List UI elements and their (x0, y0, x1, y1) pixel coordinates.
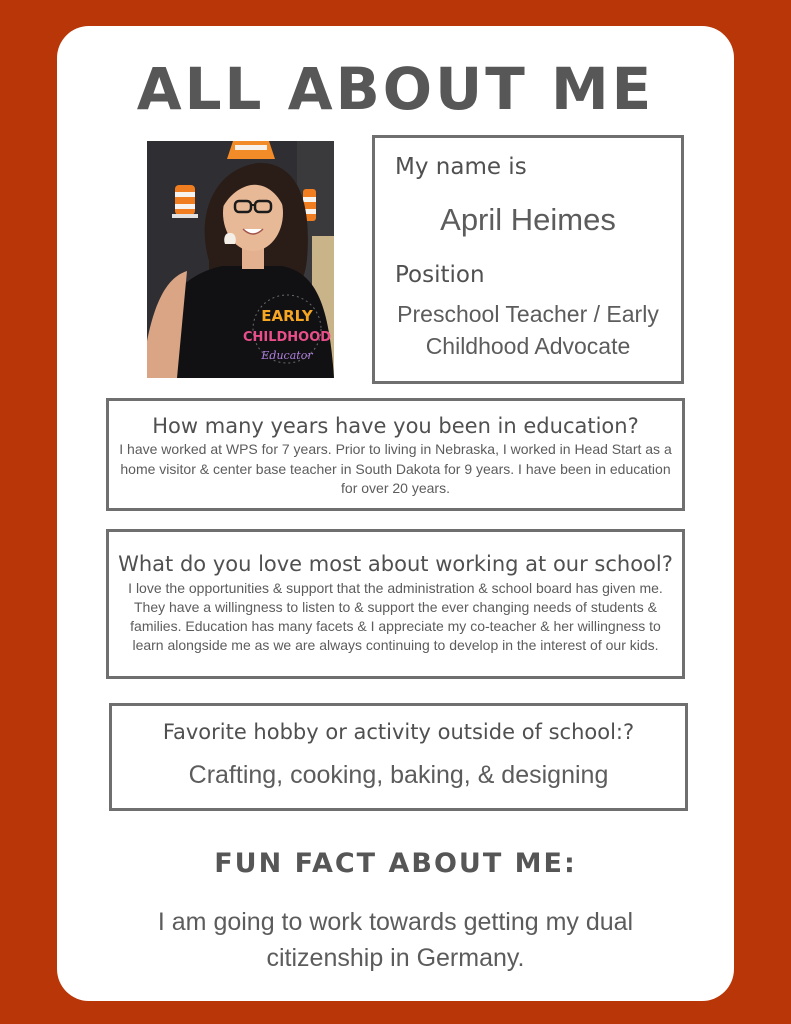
shirt-text-early: EARLY (261, 307, 313, 325)
profile-photo (147, 141, 334, 378)
hobby-box (109, 703, 688, 811)
hobby-answer: Crafting, cooking, baking, & designing (188, 761, 609, 789)
page-title: ALL ABOUT ME (136, 55, 655, 123)
name-position-box (372, 135, 684, 384)
traffic-cone-icon (227, 141, 275, 159)
traffic-barrel-icon (172, 185, 198, 218)
shirt-text-educator: Educator (261, 349, 313, 362)
question-box-love (106, 529, 685, 679)
profile-photo-illustration (147, 141, 334, 378)
question-answer: I have worked at WPS for 7 years. Prior to living in Nebraska, I worked in Head Start as a home visitor & center base teacher in South Dakota for 9 years. I have been in education for over 20 years. (119, 441, 672, 496)
shirt-text-childhood: CHILDHOOD (242, 330, 332, 345)
question-answer: I love the opportunities & support that the administration & school board has given me. They have a willingness to listen to & support the ever changing needs of students & families. Education has many facets & I appreciate my co-teacher & her willingness to learn alongside me as we are always continuing to develop in the interest of our kids. (128, 580, 663, 653)
earring-icon (224, 233, 236, 244)
question-title: How many years have you been in education? (152, 414, 639, 438)
profile-card (57, 26, 734, 1001)
position-label: Position (395, 262, 485, 288)
fun-fact-text: I am going to work towards getting my dual citizenship in Germany. (157, 908, 634, 972)
hobby-question: Favorite hobby or activity outside of school:? (162, 720, 635, 744)
name-label: My name is (395, 154, 527, 180)
question-title: What do you love most about working at our school? (118, 552, 673, 576)
position-value: Preschool Teacher / Early Childhood Advocate (397, 301, 659, 359)
question-box-years (106, 398, 685, 511)
fun-fact-title: FUN FACT ABOUT ME: (214, 848, 577, 879)
name-value: April Heimes (440, 202, 616, 237)
